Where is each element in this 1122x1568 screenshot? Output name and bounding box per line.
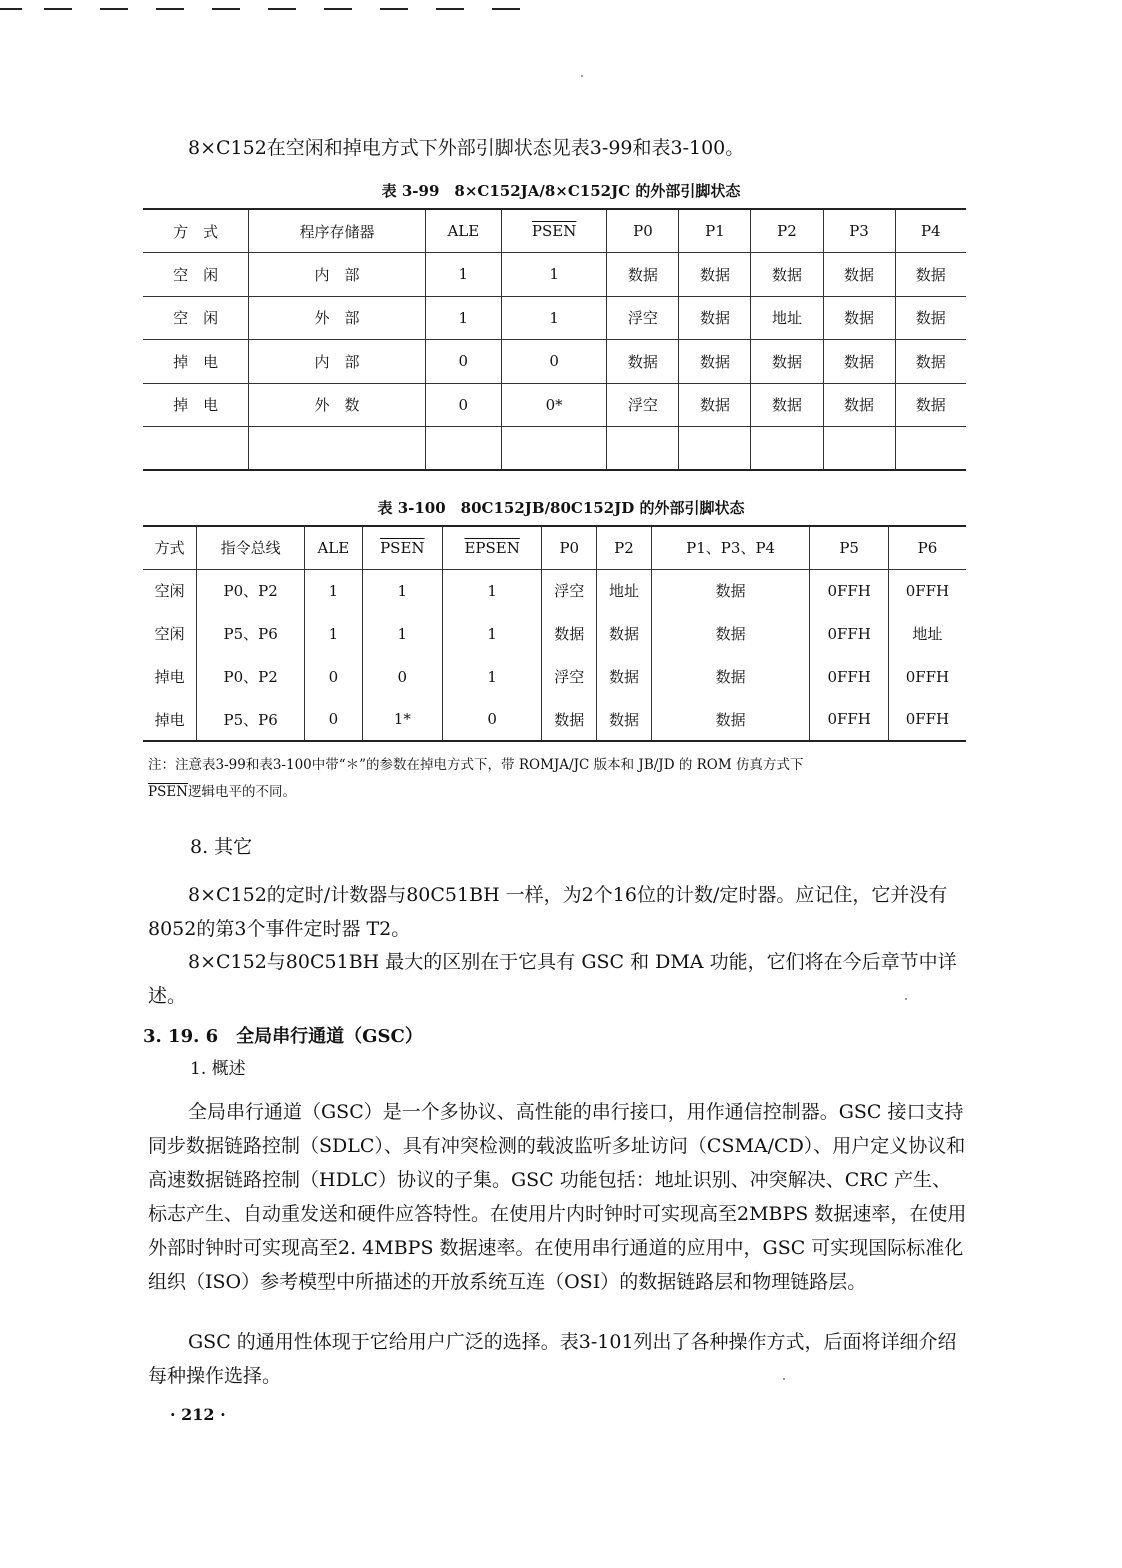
table-cell [679, 427, 751, 471]
table-cell: 0FFH [888, 698, 966, 741]
table-row [143, 655, 966, 698]
table-cell: 浮空 [542, 569, 597, 612]
table-cell [143, 427, 249, 471]
table-100-caption: 表 3-100 80C152JB/80C152JD 的外部引脚状态 [377, 499, 745, 517]
table-cell [607, 427, 679, 471]
table-cell: 0FFH [888, 569, 966, 612]
table-cell: 数据 [679, 296, 751, 340]
table-cell: 0 [501, 340, 607, 384]
table-cell: 数据 [542, 612, 597, 655]
table-note [148, 752, 970, 806]
table-header-cell: ALE [425, 209, 501, 253]
scan-speck [905, 998, 907, 1000]
table-cell: 浮空 [607, 383, 679, 427]
note-line-2 [148, 779, 970, 806]
page-number: · 212 · [170, 1405, 226, 1424]
table-cell: 1 [442, 655, 542, 698]
table-cell: 0 [425, 383, 501, 427]
paragraph-timer: 8×C152的定时/计数器与80C51BH 一样，为2个16位的计数/定时器。应记住，它并没有8052的第3个事件定时器 T2。 [148, 884, 948, 940]
table-100 [143, 525, 966, 742]
table-header-cell: 指令总线 [197, 526, 305, 569]
table-cell: 浮空 [542, 655, 597, 698]
table-cell: 数据 [751, 383, 823, 427]
table-cell: 0 [362, 655, 442, 698]
table-cell: 数据 [597, 698, 652, 741]
table-cell: 外 部 [249, 296, 426, 340]
table-header-row [143, 526, 966, 569]
table-cell: P0、P2 [197, 655, 305, 698]
table-header-cell: P0 [542, 526, 597, 569]
table-cell: 内 部 [249, 340, 426, 384]
table-cell [895, 427, 966, 471]
table-row [143, 296, 966, 340]
table-header-cell: P2 [751, 209, 823, 253]
table-cell: 数据 [751, 340, 823, 384]
paragraph-gsc-dma: 8×C152与80C51BH 最大的区别在于它具有 GSC 和 DMA 功能，它们将在今后章节中详述。 [148, 951, 957, 1007]
table-cell: 数据 [651, 569, 810, 612]
table-row [143, 569, 966, 612]
table-cell: 0 [304, 655, 362, 698]
table-header-cell: P1、P3、P4 [651, 526, 810, 569]
table-row [143, 253, 966, 297]
table-cell: 1 [425, 296, 501, 340]
table-row [143, 612, 966, 655]
table-header-cell: P4 [895, 209, 966, 253]
table-cell: 1* [362, 698, 442, 741]
table-cell: 数据 [651, 655, 810, 698]
table-cell: 0 [304, 698, 362, 741]
table-cell: 掉 电 [143, 383, 249, 427]
table-header-cell: P3 [823, 209, 895, 253]
scan-speck [783, 1378, 785, 1380]
table-cell: 数据 [751, 253, 823, 297]
intro-paragraph: 8×C152在空闲和掉电方式下外部引脚状态见表3-99和表3-100。 [188, 137, 745, 159]
table-cell: P0、P2 [197, 569, 305, 612]
table-cell: 1 [501, 296, 607, 340]
table-cell: 0 [442, 698, 542, 741]
table-cell [823, 427, 895, 471]
table-header-cell: 方 式 [143, 209, 249, 253]
table-cell: 数据 [607, 340, 679, 384]
table-cell: 掉 电 [143, 340, 249, 384]
table-cell: 掉电 [154, 668, 185, 686]
table-header-cell: P6 [888, 526, 966, 569]
table-header-row [143, 209, 966, 253]
table-cell: 1 [362, 612, 442, 655]
table-cell: 0FFH [888, 655, 966, 698]
table-cell: 地址 [751, 296, 823, 340]
note-psen: PSEN [148, 784, 188, 800]
heading-8: 8. 其它 [190, 836, 253, 858]
table-cell: 数据 [895, 253, 966, 297]
table-header-cell: P1 [679, 209, 751, 253]
table-cell [425, 427, 501, 471]
table-cell: 数据 [597, 612, 652, 655]
table-cell: 空 闲 [143, 253, 249, 297]
table-cell: 1 [304, 569, 362, 612]
table-header-cell: P2 [597, 526, 652, 569]
table-cell: 数据 [823, 340, 895, 384]
table-cell: 0FFH [810, 612, 888, 655]
table-cell: 地址 [597, 569, 652, 612]
table-cell: 数据 [679, 340, 751, 384]
table-row [143, 427, 966, 471]
table-header-cell: PSEN [362, 526, 442, 569]
table-cell: 1 [362, 569, 442, 612]
table-cell: 数据 [679, 383, 751, 427]
table-header-cell: EPSEN [442, 526, 542, 569]
note-line-2-rest: 逻辑电平的不同。 [188, 784, 296, 800]
table-header-cell: ALE [304, 526, 362, 569]
table-cell: 数据 [823, 296, 895, 340]
table-cell: 空闲 [154, 582, 185, 601]
table-cell: 0 [425, 340, 501, 384]
table-cell: 外 数 [249, 383, 426, 427]
table-cell: 掉电 [154, 710, 185, 729]
table-cell: 0FFH [810, 698, 888, 741]
table-row [143, 383, 966, 427]
table-cell: 数据 [895, 383, 966, 427]
table-cell: 0FFH [810, 655, 888, 698]
table-cell: 0FFH [810, 569, 888, 612]
table-cell: P5、P6 [197, 698, 305, 741]
table-cell: 数据 [607, 253, 679, 297]
table-cell [751, 427, 823, 471]
table-cell: 1 [442, 612, 542, 655]
table-cell: 数据 [895, 296, 966, 340]
table-cell [501, 427, 607, 471]
table-99-caption: 表 3-99 8×C152JA/8×C152JC 的外部引脚状态 [381, 182, 741, 200]
table-cell: 空闲 [154, 625, 185, 643]
table-cell: 1 [304, 612, 362, 655]
table-cell: 空 闲 [143, 296, 249, 340]
table-cell: 0* [501, 383, 607, 427]
table-cell: 数据 [651, 698, 810, 741]
table-cell: 内 部 [249, 253, 426, 297]
table-cell: 数据 [679, 253, 751, 297]
table-cell: 1 [442, 569, 542, 612]
top-edge-marks [0, 8, 540, 12]
table-row [143, 698, 966, 741]
section-heading: 3. 19. 6 全局串行通道（GSC） [143, 1026, 423, 1047]
table-cell: 浮空 [607, 296, 679, 340]
table-cell: 数据 [895, 340, 966, 384]
table-cell: 数据 [823, 253, 895, 297]
table-cell: 1 [501, 253, 607, 297]
table-header-cell: PSEN [501, 209, 607, 253]
paragraph-gsc-overview: 全局串行通道（GSC）是一个多协议、高性能的串行接口，用作通信控制器。GSC 接口支持同步数据链路控制（SDLC）、具有冲突检测的载波监听多址访问（CSMA/CD）、用户定义协议和高速数据链路控制（HDLC）协议的子集。GSC 功能包括：地址识别、冲突解决、CRC 产生、标志产生、自动重发送和硬件应答特性。在使用片内时钟时可实现高至2MBPS 数据速率，在使用外部时钟时可实现高至2. 4MBPS 数据速率。在使用串行通道的应用中，GSC 可实现国际标准化组织（ISO）参考模型中所描述的开放系统互连（OSI）的数据链路层和物理链路层。 [148, 1101, 967, 1293]
note-line-1: 注：注意表3-99和表3-100中带“＊”的参数在掉电方式下，带 ROMJA/JC 版本和 JB/JD 的 ROM 仿真方式下 [148, 757, 804, 773]
table-cell: 1 [425, 253, 501, 297]
table-cell: 地址 [888, 612, 966, 655]
table-header-cell: P5 [810, 526, 888, 569]
table-cell: P5、P6 [197, 612, 305, 655]
table-header-cell: P0 [607, 209, 679, 253]
subsection-heading: 1. 概述 [190, 1059, 246, 1079]
table-row [143, 340, 966, 384]
table-99 [143, 208, 966, 471]
scan-speck [581, 75, 583, 77]
table-cell: 数据 [651, 612, 810, 655]
table-cell [249, 427, 426, 471]
table-cell: 数据 [542, 698, 597, 741]
paragraph-gsc-options: GSC 的通用性体现于它给用户广泛的选择。表3-101列出了各种操作方式，后面将详细介绍每种操作选择。 [148, 1331, 957, 1387]
table-header-cell: 方式 [143, 526, 197, 569]
table-header-cell: 程序存储器 [249, 209, 426, 253]
table-cell: 数据 [823, 383, 895, 427]
table-cell: 数据 [597, 655, 652, 698]
